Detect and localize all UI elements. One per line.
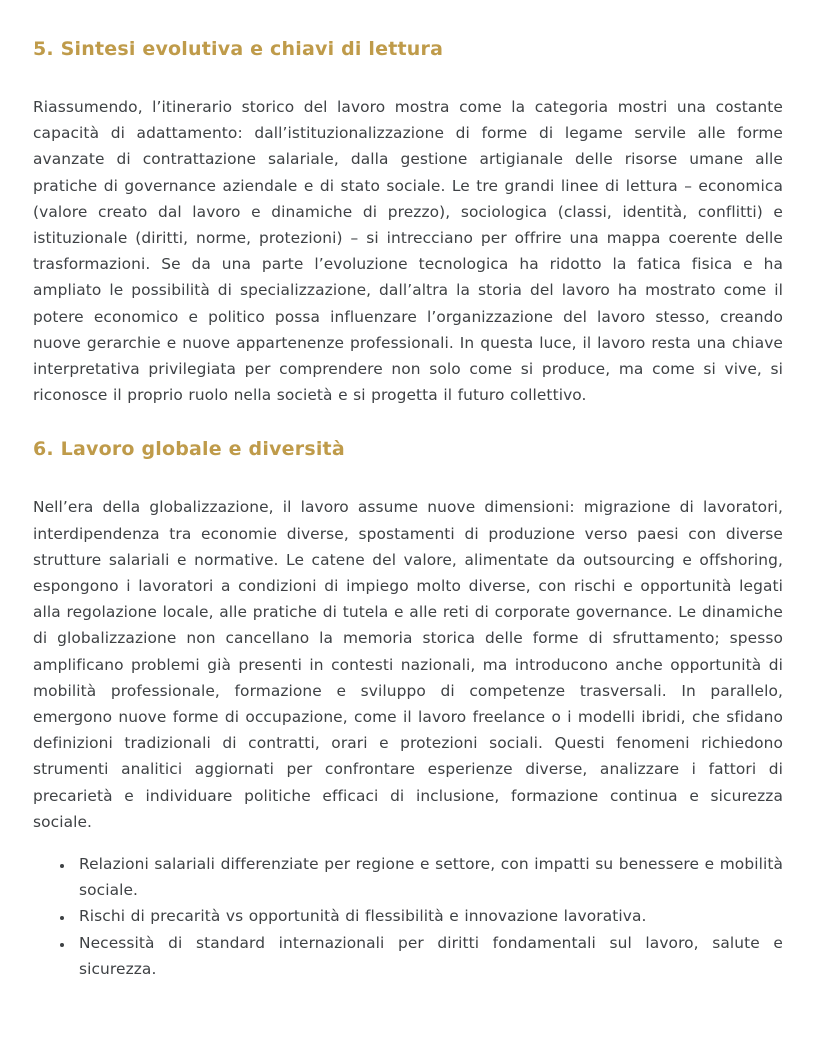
section-heading-lavoro-globale: 6. Lavoro globale e diversità xyxy=(33,438,345,461)
bullet-list-lavoro-globale xyxy=(33,851,783,982)
paragraph-sintesi-evolutiva: Riassumendo, l’itinerario storico del lavoro mostra come la categoria mostri una costante capacità di adattamento: dall’istituzionalizzazione di forme di legame servile alle forme avanzate di contrattazione salariale, dalla gestione artigianale delle risorse umane alle pratiche di governance aziendale e di stato sociale. Le tre grandi linee di lettura – economica (valore creato dal lavoro e dinamiche di prezzo), sociologica (classi, identità, conflitti) e istituzionale (diritti, norme, protezioni) – si intrecciano per offrire una mappa coerente delle trasformazioni. Se da una parte l’evoluzione tecnologica ha ridotto la fatica fisica e ha ampliato le possibilità di specializzazione, dall’altra la storia del lavoro ha mostrato come il potere economico e politico possa influenzare l’organizzazione del lavoro stesso, creando nuove gerarchie e nuove appartenenze professionali. In questa luce, il lavoro resta una chiave interpretativa privilegiata per comprendere non solo come si produce, ma come si vive, si riconosce il proprio ruolo nella società e si progetta il futuro collettivo. xyxy=(33,98,783,405)
bullet-item-standard-internazionali: • Necessità di standard internazionali per diritti fondamentali sul lavoro, salute e sicurezza. xyxy=(74,930,783,982)
bullet-item-rischi-precarita: • Rischi di precarità vs opportunità di flessibilità e innovazione lavorativa. xyxy=(74,903,783,929)
section-sintesi-evolutiva xyxy=(33,36,783,408)
bullet-item-relazioni-salariali: • Relazioni salariali differenziate per regione e settore, con impatti su benessere e mobilità sociale. xyxy=(74,851,783,903)
section-lavoro-globale xyxy=(33,436,783,982)
paragraph-lavoro-globale: Nell’era della globalizzazione, il lavoro assume nuove dimensioni: migrazione di lavoratori, interdipendenza tra economie diverse, spostamenti di produzione verso paesi con diverse strutture salariali e normative. Le catene del valore, alimentate da outsourcing e offshoring, espongono i lavoratori a condizioni di impiego molto diverse, con rischi e opportunità legati alla regolazione locale, alle pratiche di tutela e alle reti di corporate governance. Le dinamiche di globalizzazione non cancellano la memoria storica delle forme di sfruttamento; spesso amplificano problemi già presenti in contesti nazionali, ma introducono anche opportunità di mobilità professionale, formazione e sviluppo di competenze trasversali. In parallelo, emergono nuove forme di occupazione, come il lavoro freelance o i modelli ibridi, che sfidano definizioni tradizionali di contratti, orari e protezioni sociali. Questi fenomeni richiedono strumenti analitici aggiornati per confrontare esperienze diverse, analizzare i fattori di precarietà e individuare politiche efficaci di inclusione, formazione continua e sicurezza sociale. xyxy=(33,498,783,831)
section-heading-sintesi-evolutiva: 5. Sintesi evolutiva e chiavi di lettura xyxy=(33,38,444,60)
